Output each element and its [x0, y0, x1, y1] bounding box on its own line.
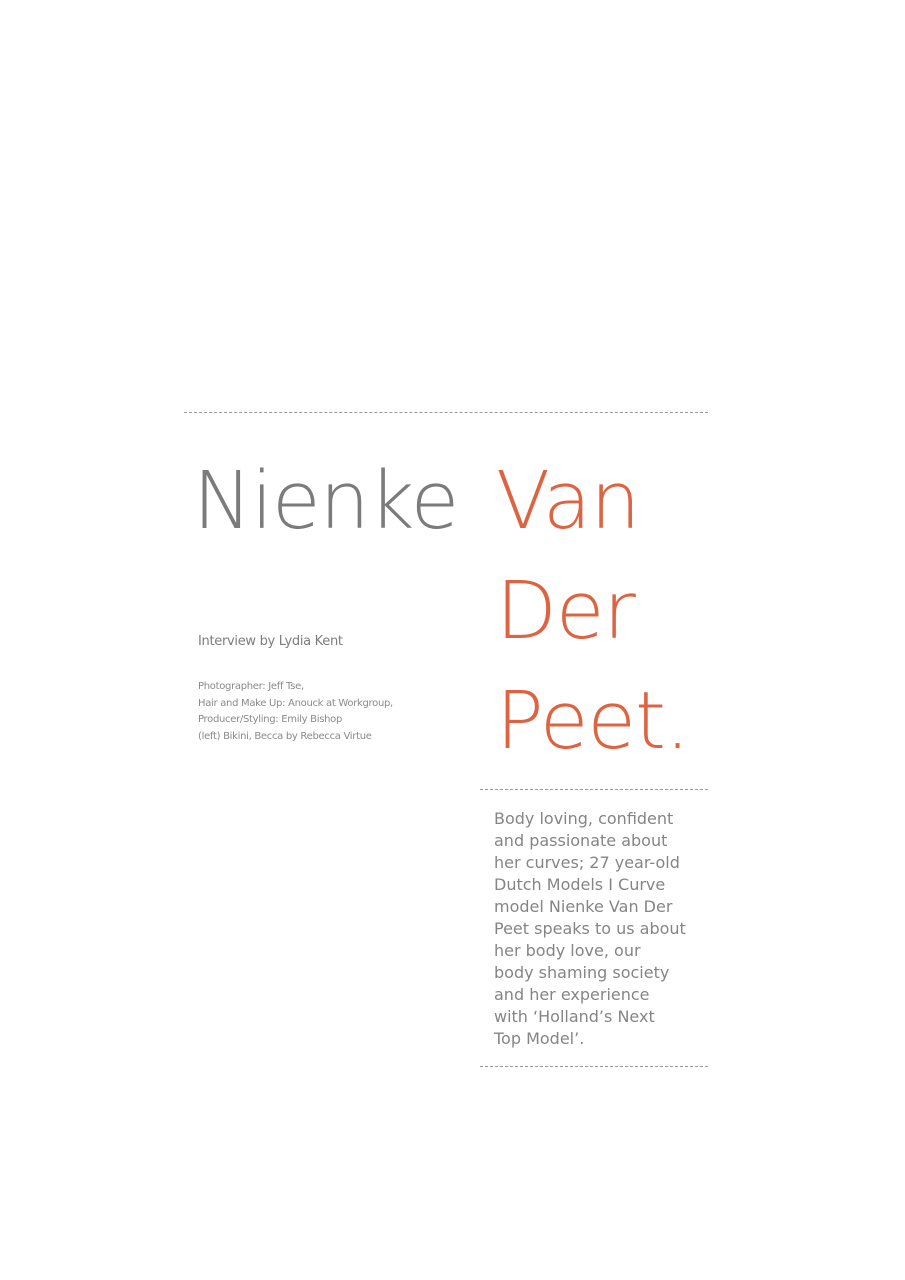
standfirst-line: her body love, our [494, 941, 641, 960]
title-last-line: Der [496, 565, 635, 657]
title-last-line: Van [496, 455, 640, 547]
standfirst-top-divider [480, 789, 708, 790]
credit-line: Producer/Styling: Emily Bishop [198, 714, 343, 725]
credit-line: (left) Bikini, Becca by Rebecca Virtue [198, 730, 372, 742]
standfirst-line: model Nienke Van Der [494, 897, 673, 916]
photo-credits [198, 679, 393, 745]
standfirst-line: Peet speaks to us about [494, 919, 686, 938]
title-first-name: Nienke [193, 455, 459, 547]
credit-line: Photographer: Jeff Tse, [198, 681, 304, 692]
standfirst-line: and passionate about [494, 831, 668, 850]
standfirst-line: her curves; 27 year-old [494, 853, 680, 872]
standfirst-line: Top Model’. [494, 1029, 585, 1048]
credit-line: Hair and Make Up: Anouck at Workgroup, [198, 697, 393, 709]
standfirst-line: body shaming society [494, 963, 670, 982]
top-dashed-divider [184, 412, 708, 413]
standfirst-line: Dutch Models I Curve [494, 875, 666, 894]
title-last-name [496, 446, 689, 776]
interview-byline: Interview by Lydia Kent [198, 634, 343, 649]
standfirst-line: and her experience [494, 985, 650, 1004]
standfirst [494, 808, 709, 1050]
title-last-line: Peet. [496, 675, 690, 767]
standfirst-line: Body loving, confident [494, 809, 674, 828]
standfirst-line: with ‘Holland’s Next [494, 1007, 655, 1026]
standfirst-bottom-divider [480, 1066, 708, 1067]
